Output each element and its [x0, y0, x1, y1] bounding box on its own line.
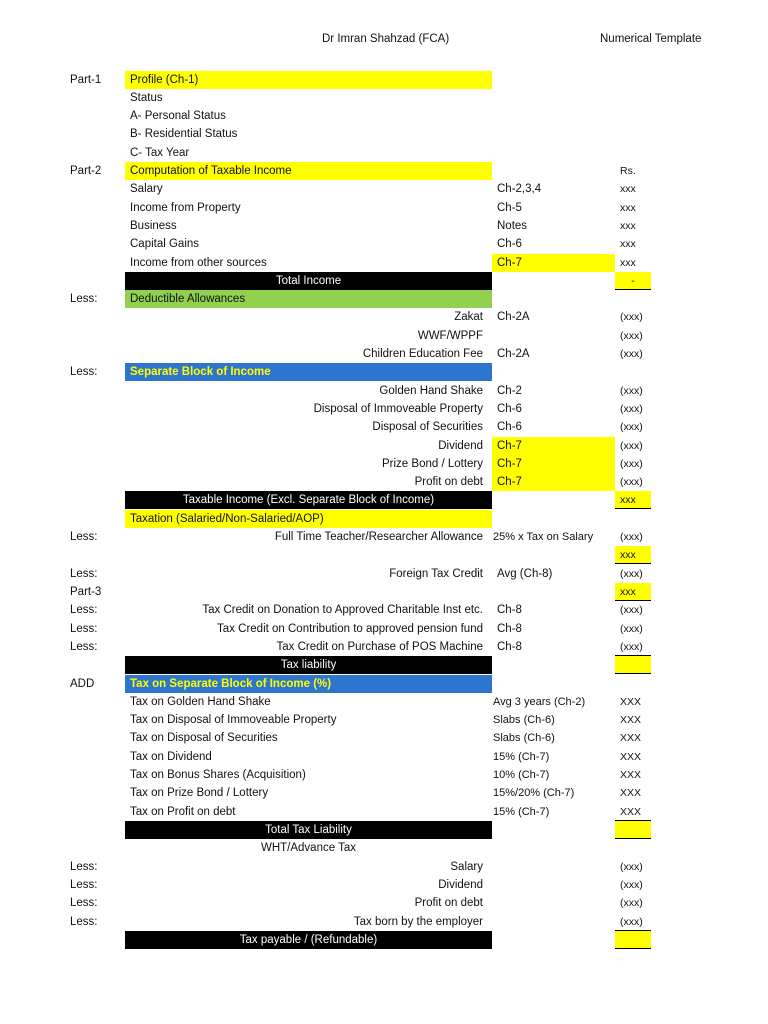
- table-row: [0, 290, 768, 308]
- table-row: [0, 656, 768, 674]
- table-row: [0, 437, 768, 455]
- row-reference: Ch-2A: [497, 348, 530, 360]
- row-amount: XXX: [620, 787, 642, 799]
- row-amount: XXX: [615, 803, 651, 821]
- row-amount: XXX: [620, 696, 642, 708]
- row-reference: Ch-5: [497, 202, 522, 214]
- tax-payable-bar: Tax payable / (Refundable): [125, 931, 492, 949]
- author-title: Dr Imran Shahzad (FCA): [322, 33, 450, 45]
- row-description: C- Tax Year: [130, 147, 190, 159]
- row-description: Dividend: [438, 879, 483, 891]
- row-amount: (xxx): [620, 311, 643, 323]
- table-row: [0, 418, 768, 436]
- row-reference: Avg (Ch-8): [497, 568, 553, 580]
- section-heading: Profile (Ch-1): [125, 71, 492, 89]
- table-row: [0, 254, 768, 272]
- operator-label: Less:: [70, 604, 98, 616]
- row-reference: Ch-7: [492, 437, 615, 455]
- row-reference: 15% (Ch-7): [493, 806, 550, 818]
- table-row: [0, 601, 768, 619]
- row-amount: xxx: [620, 183, 636, 195]
- row-amount: xxx: [620, 202, 636, 214]
- subtotal-amount: xxx: [615, 583, 651, 601]
- row-reference: 15%/20% (Ch-7): [493, 787, 575, 799]
- operator-label: Less:: [70, 897, 98, 909]
- table-row: [0, 235, 768, 253]
- table-row: [0, 711, 768, 729]
- part-label: Part-1: [70, 74, 102, 86]
- table-row: [0, 491, 768, 509]
- table-row: [0, 107, 768, 125]
- row-reference: Notes: [497, 220, 528, 232]
- operator-label: Less:: [70, 293, 98, 305]
- table-row: [0, 620, 768, 638]
- table-row: [0, 363, 768, 381]
- tax-liability-bar: Tax liability: [125, 656, 492, 674]
- row-description: Business: [130, 220, 177, 232]
- operator-label: Less:: [70, 366, 98, 378]
- operator-label: Less:: [70, 531, 98, 543]
- table-row: [0, 162, 768, 180]
- table-row: [0, 473, 768, 491]
- row-amount: (xxx): [620, 476, 643, 488]
- row-reference: Ch-6: [497, 238, 522, 250]
- row-amount: XXX: [620, 751, 642, 763]
- table-row: [0, 858, 768, 876]
- table-row: [0, 803, 768, 821]
- row-description: Status: [130, 92, 163, 104]
- row-description: Golden Hand Shake: [379, 385, 483, 397]
- row-description: Income from other sources: [130, 257, 267, 269]
- row-description: Capital Gains: [130, 238, 200, 250]
- row-description: Salary: [130, 183, 163, 195]
- table-row: [0, 583, 768, 601]
- row-description: Disposal of Securities: [372, 421, 483, 433]
- table-row: [0, 144, 768, 162]
- row-reference: 25% x Tax on Salary: [493, 531, 594, 543]
- part-label: Part-2: [70, 165, 102, 177]
- row-description: Tax born by the employer: [353, 916, 483, 928]
- table-row: [0, 272, 768, 290]
- row-reference: 15% (Ch-7): [493, 751, 550, 763]
- row-amount: XXX: [620, 769, 642, 781]
- row-amount: (xxx): [620, 421, 643, 433]
- table-row: [0, 565, 768, 583]
- operator-label: Less:: [70, 879, 98, 891]
- row-description: Tax on Disposal of Securities: [130, 732, 278, 744]
- table-row: [0, 784, 768, 802]
- row-description: B- Residential Status: [130, 128, 238, 140]
- row-description: WWF/WPPF: [417, 330, 483, 342]
- row-reference: Ch-2,3,4: [497, 183, 542, 195]
- row-amount: xxx: [620, 257, 636, 269]
- table-row: [0, 400, 768, 418]
- tax-payable-amount: [615, 931, 651, 949]
- row-reference: Ch-8: [497, 623, 522, 635]
- row-description: Salary: [450, 861, 483, 873]
- table-row: [0, 748, 768, 766]
- taxable-income-amount: xxx: [615, 491, 651, 509]
- row-reference: Ch-8: [497, 604, 522, 616]
- table-row: [0, 913, 768, 931]
- table-row: [0, 89, 768, 107]
- row-amount: (xxx): [620, 531, 643, 543]
- row-description: Dividend: [438, 440, 483, 452]
- row-description: Tax Credit on Donation to Approved Charitable Inst etc.: [202, 604, 483, 616]
- row-reference: Slabs (Ch-6): [493, 732, 555, 744]
- row-amount: (xxx): [620, 385, 643, 397]
- row-description: Tax on Profit on debt: [130, 806, 236, 818]
- table-row: [0, 528, 768, 546]
- operator-label: Less:: [70, 623, 98, 635]
- row-reference: Avg 3 years (Ch-2): [493, 696, 586, 708]
- row-amount: (xxx): [620, 861, 643, 873]
- row-amount: (xxx): [615, 913, 651, 931]
- row-reference: Ch-6: [497, 421, 522, 433]
- table-row: [0, 839, 768, 857]
- row-amount: (xxx): [620, 440, 643, 452]
- table-row: [0, 675, 768, 693]
- row-description: A- Personal Status: [130, 110, 226, 122]
- row-description: Tax on Dividend: [130, 751, 212, 763]
- operator-label: Less:: [70, 641, 98, 653]
- table-row: [0, 125, 768, 143]
- row-reference: Ch-7: [492, 473, 615, 491]
- total-tax-liability-amount: [615, 821, 651, 839]
- row-description: WHT/Advance Tax: [260, 842, 356, 854]
- row-amount: (xxx): [615, 638, 651, 656]
- row-amount: (xxx): [620, 348, 643, 360]
- row-description: Profit on debt: [414, 476, 483, 488]
- row-reference: Ch-2: [497, 385, 522, 397]
- table-row: [0, 876, 768, 894]
- row-description: Tax on Prize Bond / Lottery: [130, 787, 269, 799]
- table-row: [0, 71, 768, 89]
- operator-label: ADD: [70, 678, 95, 690]
- section-heading: Tax on Separate Block of Income (%): [125, 675, 492, 693]
- row-description: Prize Bond / Lottery: [382, 458, 483, 470]
- row-description: Tax Credit on Contribution to approved pension fund: [217, 623, 483, 635]
- table-row: [0, 345, 768, 363]
- operator-label: Less:: [70, 568, 98, 580]
- row-description: Zakat: [454, 311, 483, 323]
- section-heading: Computation of Taxable Income: [125, 162, 492, 180]
- total-income-amount: -: [615, 272, 651, 290]
- row-description: Disposal of Immoveable Property: [313, 403, 483, 415]
- row-description: Tax on Disposal of Immoveable Property: [130, 714, 337, 726]
- part-label: Part-3: [70, 586, 102, 598]
- row-description: Tax on Golden Hand Shake: [130, 696, 271, 708]
- table-row: [0, 931, 768, 949]
- table-row: [0, 327, 768, 345]
- template-title: Numerical Template: [600, 33, 702, 45]
- row-amount: (xxx): [620, 458, 643, 470]
- row-amount: (xxx): [620, 623, 643, 635]
- section-heading: Deductible Allowances: [125, 290, 492, 308]
- operator-label: Less:: [70, 861, 98, 873]
- row-description: Children Education Fee: [362, 348, 483, 360]
- row-description: Foreign Tax Credit: [389, 568, 483, 580]
- row-amount: (xxx): [620, 568, 643, 580]
- table-row: [0, 894, 768, 912]
- table-row: [0, 638, 768, 656]
- row-amount: XXX: [620, 714, 642, 726]
- currency-label: Rs.: [620, 165, 636, 177]
- operator-label: Less:: [70, 916, 98, 928]
- row-reference: 10% (Ch-7): [493, 769, 550, 781]
- table-row: [0, 729, 768, 747]
- row-reference: Ch-6: [497, 403, 522, 415]
- row-amount: (xxx): [620, 897, 643, 909]
- row-description: Income from Property: [130, 202, 241, 214]
- row-reference: Ch-7: [492, 254, 615, 272]
- table-row: [0, 510, 768, 528]
- table-row: [0, 693, 768, 711]
- table-row: [0, 382, 768, 400]
- row-reference: Ch-7: [492, 455, 615, 473]
- table-row: [0, 180, 768, 198]
- section-heading: Separate Block of Income: [125, 363, 492, 381]
- table-row: [0, 199, 768, 217]
- row-amount: XXX: [620, 732, 642, 744]
- tax-liability-amount: [615, 656, 651, 674]
- row-description: Full Time Teacher/Researcher Allowance: [274, 531, 483, 543]
- total-income-bar: Total Income: [125, 272, 492, 290]
- table-row: [0, 766, 768, 784]
- row-reference: Slabs (Ch-6): [493, 714, 555, 726]
- row-reference: Ch-8: [497, 641, 522, 653]
- table-row: [0, 308, 768, 326]
- row-amount: (xxx): [620, 403, 643, 415]
- table-row: [0, 546, 768, 564]
- row-reference: Ch-2A: [497, 311, 530, 323]
- subtotal-amount: xxx: [615, 546, 651, 564]
- row-description: Tax on Bonus Shares (Acquisition): [130, 769, 306, 781]
- row-amount: (xxx): [620, 604, 643, 616]
- row-amount: xxx: [620, 238, 636, 250]
- row-description: Tax Credit on Purchase of POS Machine: [276, 641, 483, 653]
- section-heading: Taxation (Salaried/Non-Salaried/AOP): [125, 510, 492, 528]
- row-amount: (xxx): [620, 879, 643, 891]
- table-row: [0, 821, 768, 839]
- total-tax-liability-bar: Total Tax Liability: [125, 821, 492, 839]
- taxable-income-bar: Taxable Income (Excl. Separate Block of Income): [125, 491, 492, 509]
- table-row: [0, 455, 768, 473]
- row-description: Profit on debt: [414, 897, 483, 909]
- table-row: [0, 217, 768, 235]
- row-amount: (xxx): [620, 330, 643, 342]
- row-amount: xxx: [620, 220, 636, 232]
